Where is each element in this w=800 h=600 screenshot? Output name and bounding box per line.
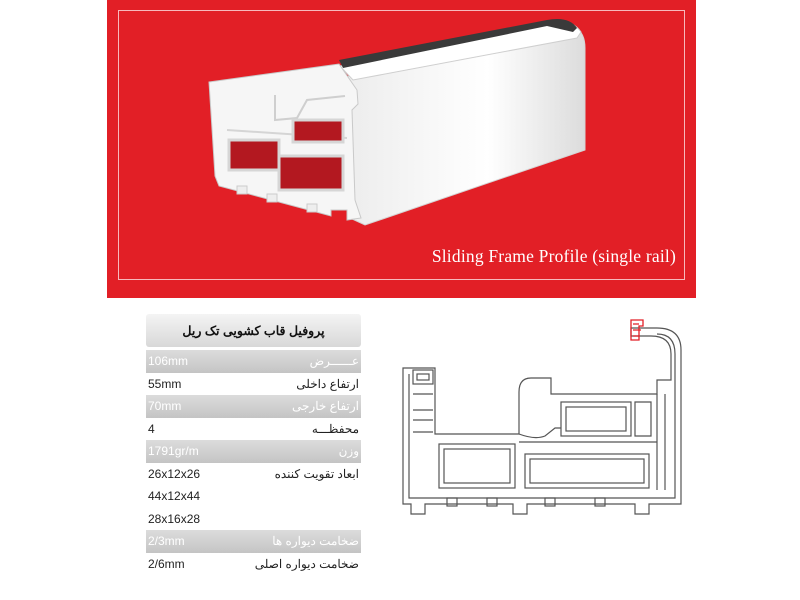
spec-row-width [146, 350, 361, 373]
spec-value: 28x16x28 [148, 511, 201, 526]
spec-value: 106mm [148, 354, 189, 368]
spec-label: وزن [338, 444, 359, 458]
spec-row-outer-height [146, 395, 361, 418]
profile-section-drawing [395, 310, 695, 525]
spec-row-weight [146, 440, 361, 463]
spec-row-wall-thickness [146, 530, 361, 553]
spec-label: عــــــرض [309, 354, 359, 368]
spec-row-main-wall-thickness [146, 553, 361, 576]
spec-label: ارتفاع خارجی [292, 399, 359, 413]
spec-value: 1791gr/m [148, 444, 199, 458]
chamber-left [229, 140, 279, 170]
spec-row-reinforcement-1 [146, 463, 361, 486]
banner-title: Sliding Frame Profile (single rail) [431, 246, 676, 266]
spec-label: ابعاد تقویت کننده [274, 466, 359, 481]
spec-value: 4 [148, 421, 155, 436]
spec-row-reinforcement-2 [146, 485, 361, 508]
spec-value: 26x12x26 [148, 466, 201, 481]
gasket-detail [631, 320, 643, 340]
outer-contour [403, 328, 681, 514]
spec-value: 70mm [148, 399, 182, 413]
spec-label: ضخامت دیواره اصلی [254, 556, 359, 571]
spec-value: 44x12x44 [148, 489, 201, 503]
spec-label: ارتفاع داخلی [296, 376, 359, 391]
spec-table-title: پروفیل قاب کشویی تک ریل [146, 314, 361, 347]
spec-row-reinforcement-3 [146, 508, 361, 531]
spec-value: 2/6mm [148, 556, 185, 571]
spec-value: 2/3mm [148, 534, 185, 548]
spec-row-chambers [146, 418, 361, 441]
chamber-right [279, 156, 343, 190]
product-banner [107, 0, 696, 298]
spec-label: محفظـــه [311, 421, 359, 436]
spec-table [146, 350, 361, 575]
spec-label: ضخامت دیواره ها [272, 534, 359, 548]
chamber-upper [293, 120, 343, 142]
spec-value: 55mm [148, 376, 182, 391]
spec-row-inner-height [146, 373, 361, 396]
